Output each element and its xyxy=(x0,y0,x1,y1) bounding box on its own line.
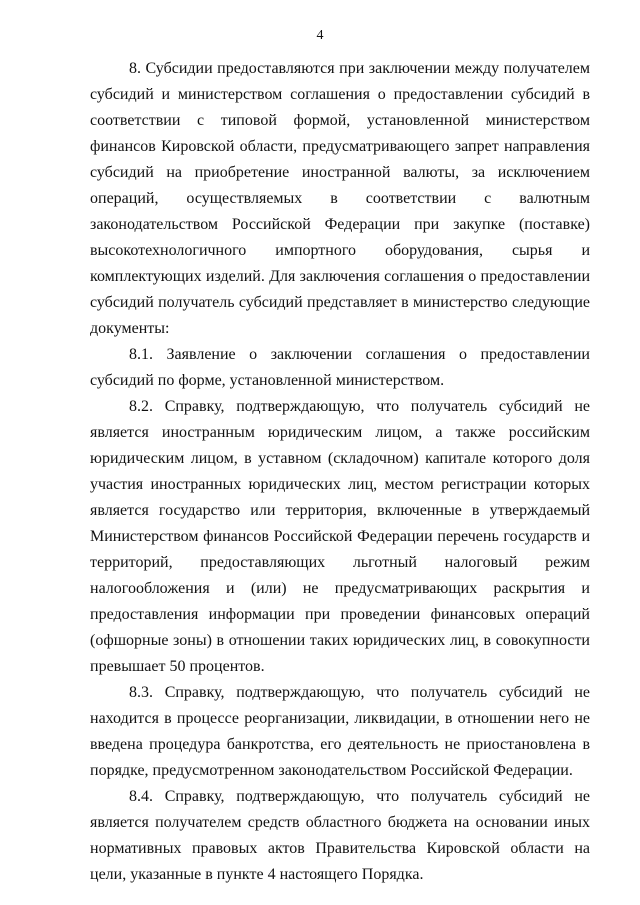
paragraph-8-1: 8.1. Заявление о заключении соглашения о предоставлении субсидий по форме, установленной министерством. xyxy=(90,346,590,389)
paragraph-8-3: 8.3. Справку, подтверждающую, что получатель субсидий не находится в процессе реорганизации, ликвидации, в отношении него не введена процедура банкротства, его деятельность не приостановлена в порядке, предусмотренном законодательством Российской Федерации. xyxy=(90,684,590,779)
page-number: 4 xyxy=(316,28,324,43)
paragraph-8-2: 8.2. Справку, подтверждающую, что получатель субсидий не является иностранным юридическим лицом, а также российским юридическим лицом, в уставном (складочном) капитале которого доля участия иностранных юридических лиц, местом регистрации которых является государство или территория, включенные в утверждаемый Министерством финансов Российской Федерации перечень государств и территорий, предоставляющих льготный налоговый режим налогообложения и (или) не предусматривающих раскрытия и предоставления информации при проведении финансовых операций (офшорные зоны) в отношении таких юридических лиц, в совокупности превышает 50 процентов. xyxy=(90,398,590,675)
paragraph-8: 8. Субсидии предоставляются при заключении между получателем субсидий и министерством соглашения о предоставлении субсидий в соответствии с типовой формой, установленной министерством финансов Кировской области, предусматривающего запрет направления субсидий на приобретение иностранной валюты, за исключением операций, осуществляемых в соответствии с валютным законодательством Российской Федерации при закупке (поставке) высокотехнологичного импортного оборудования, сырья и комплектующих изделий. Для заключения соглашения о предоставлении субсидий получатель субсидий представляет в министерство следующие документы: xyxy=(90,60,590,337)
document-body xyxy=(90,56,590,888)
paragraph-8-4: 8.4. Справку, подтверждающую, что получатель субсидий не является получателем средств областного бюджета на основании иных нормативных правовых актов Правительства Кировской области на цели, указанные в пункте 4 настоящего Порядка. xyxy=(90,788,590,883)
